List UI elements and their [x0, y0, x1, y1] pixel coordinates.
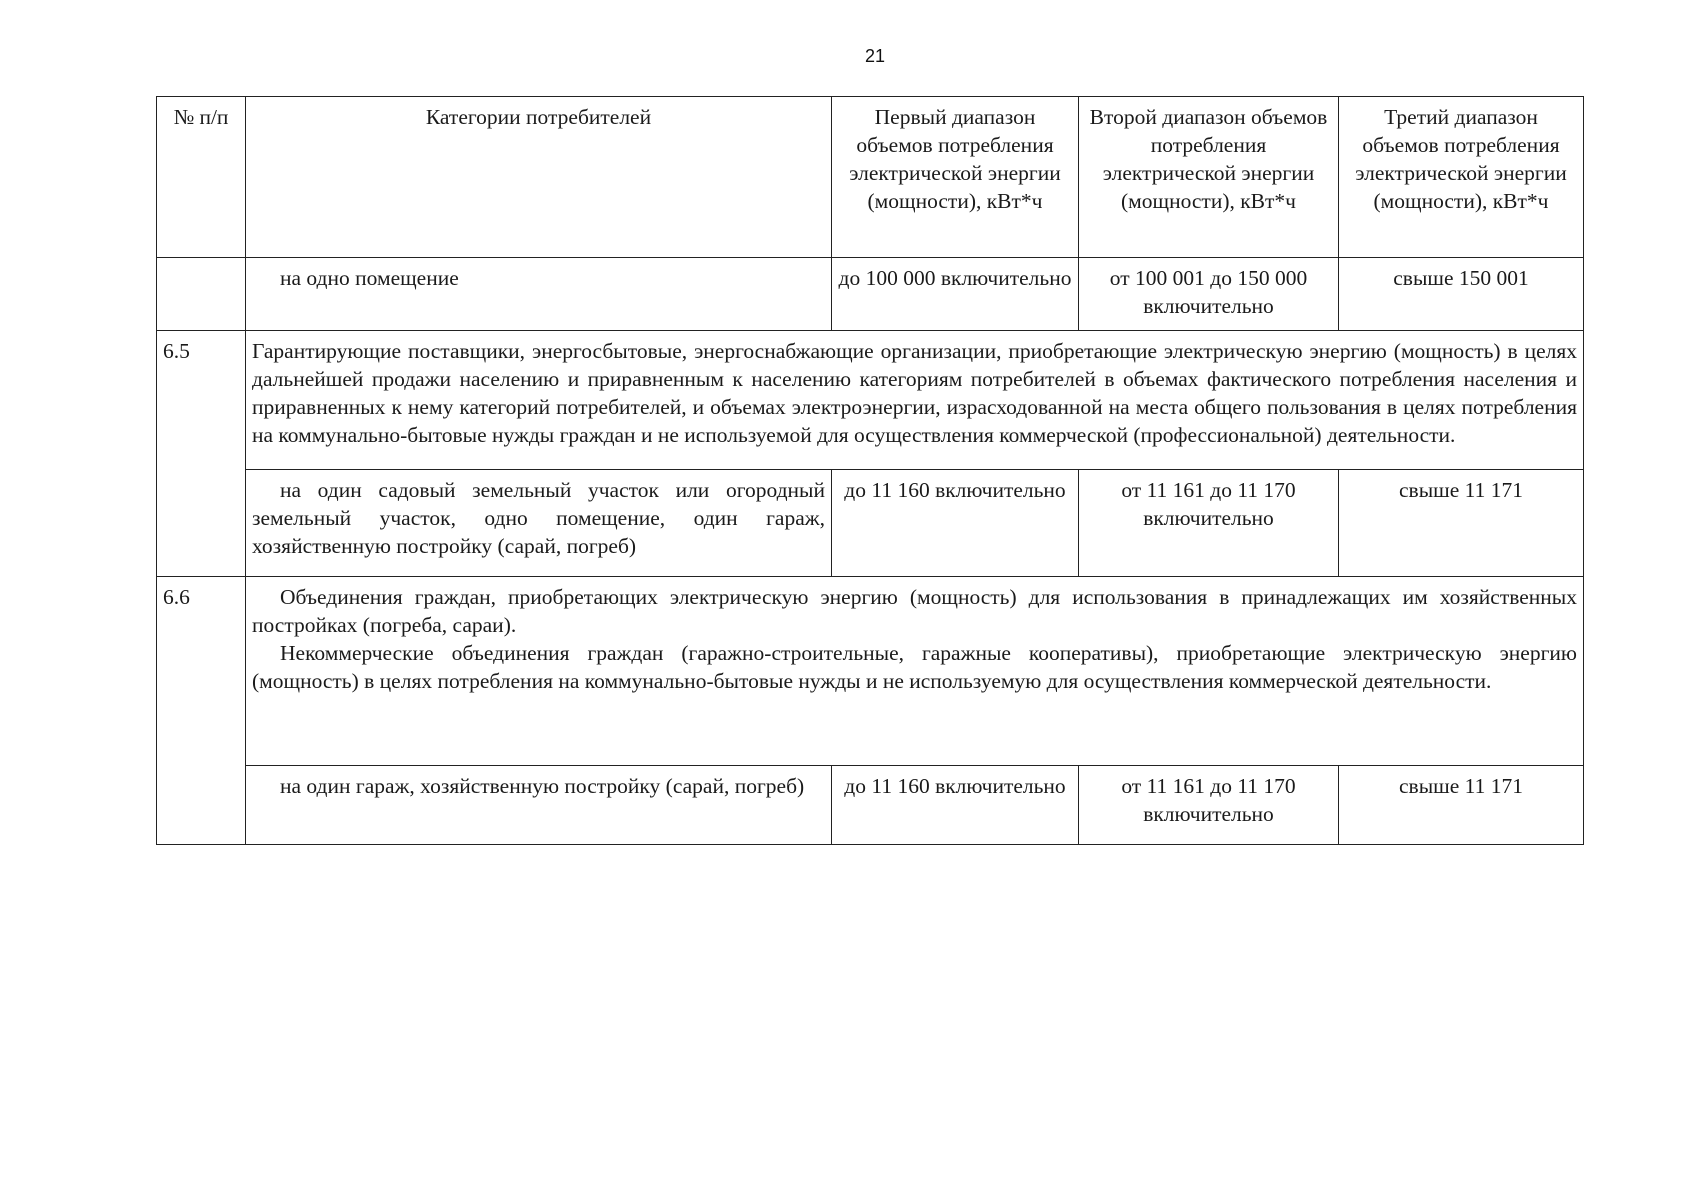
table-row-6-6-sub: [157, 766, 1584, 845]
table-row-premise: [157, 258, 1584, 331]
section-6-6-range3: свыше 11 171: [1339, 766, 1584, 845]
section-6-6-range1: до 11 160 включительно: [832, 766, 1079, 845]
header-range1: Первый диапазон объемов потребления электрической энергии (мощности), кВт*ч: [832, 97, 1079, 258]
premise-range1: до 100 000 включительно: [832, 258, 1079, 331]
header-num: № п/п: [157, 97, 246, 258]
table-header-row: [157, 97, 1584, 258]
section-6-5-range2: от 11 161 до 11 170 включительно: [1079, 470, 1339, 577]
section-6-6-paragraph-1: Объединения граждан, приобретающих электрическую энергию (мощность) для использования в принадлежащих им хозяйственных постройках (погреба, сараи).: [252, 585, 1577, 637]
page-number: 21: [864, 46, 886, 66]
tariff-table: [156, 96, 1584, 845]
section-6-5-category: на один садовый земельный участок или огородный земельный участок, одно помещение, один гараж, хозяйственную постройку (сарай, погреб): [246, 470, 832, 577]
premise-range3: свыше 150 001: [1339, 258, 1584, 331]
section-6-6-num: 6.6: [157, 577, 246, 845]
premise-range2: от 100 001 до 150 000 включительно: [1079, 258, 1339, 331]
section-6-6-range2: от 11 161 до 11 170 включительно: [1079, 766, 1339, 845]
section-6-5-description: Гарантирующие поставщики, энергосбытовые, энергоснабжающие организации, приобретающие электрическую энергию (мощность) в целях дальнейшей продажи населению и приравненным к населению категориям потребителей в объемах фактического потребления населения и приравненных к нему категорий потребителей, и объемах электроэнергии, израсходованной на места общего пользования в целях потребления на коммунально-бытовые нужды граждан и не используемой для осуществления коммерческой (профессиональной) деятельности.: [246, 331, 1584, 470]
premise-num: [157, 258, 246, 331]
section-6-5-num: 6.5: [157, 331, 246, 577]
table-row-6-5-sub: [157, 470, 1584, 577]
section-6-6-paragraph-2: Некоммерческие объединения граждан (гаражно-строительные, гаражные кооперативы), приобретающие электрическую энергию (мощность) в целях потребления на коммунально-бытовые нужды и не используемую для осуществления коммерческой деятельности.: [252, 641, 1577, 693]
section-6-6-description: [246, 577, 1584, 766]
header-range3: Третий диапазон объемов потребления электрической энергии (мощности), кВт*ч: [1339, 97, 1584, 258]
header-category: Категории потребителей: [246, 97, 832, 258]
section-6-5-range3: свыше 11 171: [1339, 470, 1584, 577]
table-row-6-6-description: [157, 577, 1584, 766]
section-6-6-category: на один гараж, хозяйственную постройку (сарай, погреб): [246, 766, 832, 845]
premise-category: на одно помещение: [246, 258, 832, 331]
header-range2: Второй диапазон объемов потребления электрической энергии (мощности), кВт*ч: [1079, 97, 1339, 258]
table-row-6-5-description: [157, 331, 1584, 470]
section-6-5-range1: до 11 160 включительно: [832, 470, 1079, 577]
